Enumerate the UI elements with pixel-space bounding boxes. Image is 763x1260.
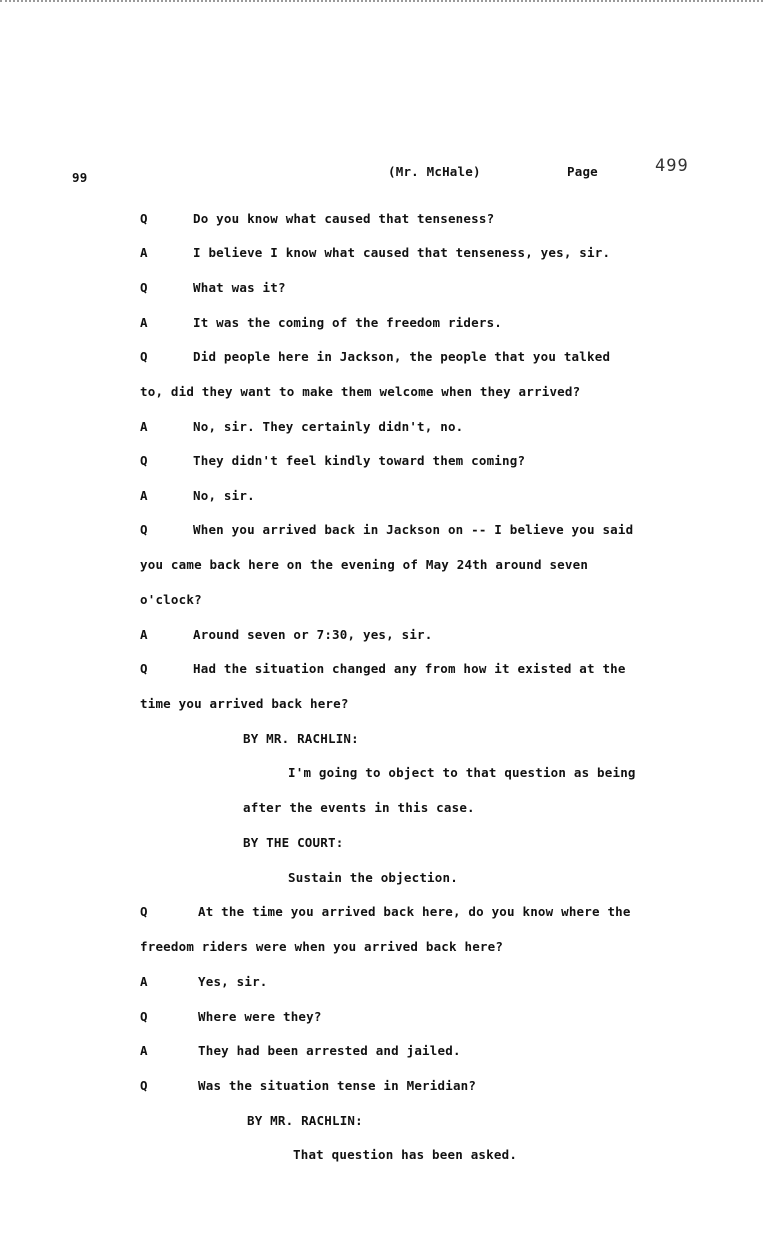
transcript-line: you came back here on the evening of May 24th around seven xyxy=(140,557,589,572)
qa-marker: A xyxy=(140,488,148,503)
transcript-line: Around seven or 7:30, yes, sir. xyxy=(193,627,433,642)
transcript-line: Was the situation tense in Meridian? xyxy=(198,1078,477,1093)
qa-marker: Q xyxy=(140,211,148,226)
transcript-line: Did people here in Jackson, the people that you talked xyxy=(193,349,611,364)
qa-marker: A xyxy=(140,1043,148,1058)
qa-marker: Q xyxy=(140,349,148,364)
colloquy-line: I'm going to object to that question as being xyxy=(288,765,636,780)
transcript-line: It was the coming of the freedom riders. xyxy=(193,315,503,330)
transcript-line: Yes, sir. xyxy=(198,974,268,989)
colloquy-line: Sustain the objection. xyxy=(288,870,458,885)
qa-marker: Q xyxy=(140,904,148,919)
colloquy-line: That question has been asked. xyxy=(293,1147,518,1162)
qa-marker: Q xyxy=(140,1078,148,1093)
transcript-line: Where were they? xyxy=(198,1009,322,1024)
qa-marker: Q xyxy=(140,280,148,295)
page-top-edge xyxy=(0,0,763,8)
transcript-line: Do you know what caused that tenseness? xyxy=(193,211,495,226)
transcript-line: No, sir. xyxy=(193,488,255,503)
transcript-line: o'clock? xyxy=(140,592,202,607)
qa-marker: Q xyxy=(140,453,148,468)
transcript-line: What was it? xyxy=(193,280,286,295)
left-line-number: 99 xyxy=(72,170,88,185)
transcript-line: freedom riders were when you arrived back here? xyxy=(140,939,504,954)
colloquy-heading: BY MR. RACHLIN: xyxy=(243,731,359,746)
colloquy-heading: BY MR. RACHLIN: xyxy=(247,1113,363,1128)
page-number: 499 xyxy=(655,156,689,176)
transcript-line: to, did they want to make them welcome when they arrived? xyxy=(140,384,581,399)
transcript-line: Had the situation changed any from how it existed at the xyxy=(193,661,626,676)
transcript-line: time you arrived back here? xyxy=(140,696,349,711)
speaker-header: (Mr. McHale) xyxy=(388,164,481,179)
qa-marker: Q xyxy=(140,522,148,537)
qa-marker: A xyxy=(140,245,148,260)
qa-marker: A xyxy=(140,315,148,330)
qa-marker: A xyxy=(140,419,148,434)
transcript-line: I believe I know what caused that tenseness, yes, sir. xyxy=(193,245,611,260)
colloquy-line: after the events in this case. xyxy=(243,800,475,815)
transcript-line: When you arrived back in Jackson on -- I believe you said xyxy=(193,522,634,537)
qa-marker: A xyxy=(140,627,148,642)
colloquy-heading: BY THE COURT: xyxy=(243,835,344,850)
qa-marker: Q xyxy=(140,661,148,676)
transcript-line: No, sir. They certainly didn't, no. xyxy=(193,419,464,434)
qa-marker: Q xyxy=(140,1009,148,1024)
page-label: Page xyxy=(567,164,598,179)
transcript-line: They didn't feel kindly toward them coming? xyxy=(193,453,526,468)
transcript-line: At the time you arrived back here, do you know where the xyxy=(198,904,631,919)
qa-marker: A xyxy=(140,974,148,989)
transcript-line: They had been arrested and jailed. xyxy=(198,1043,461,1058)
